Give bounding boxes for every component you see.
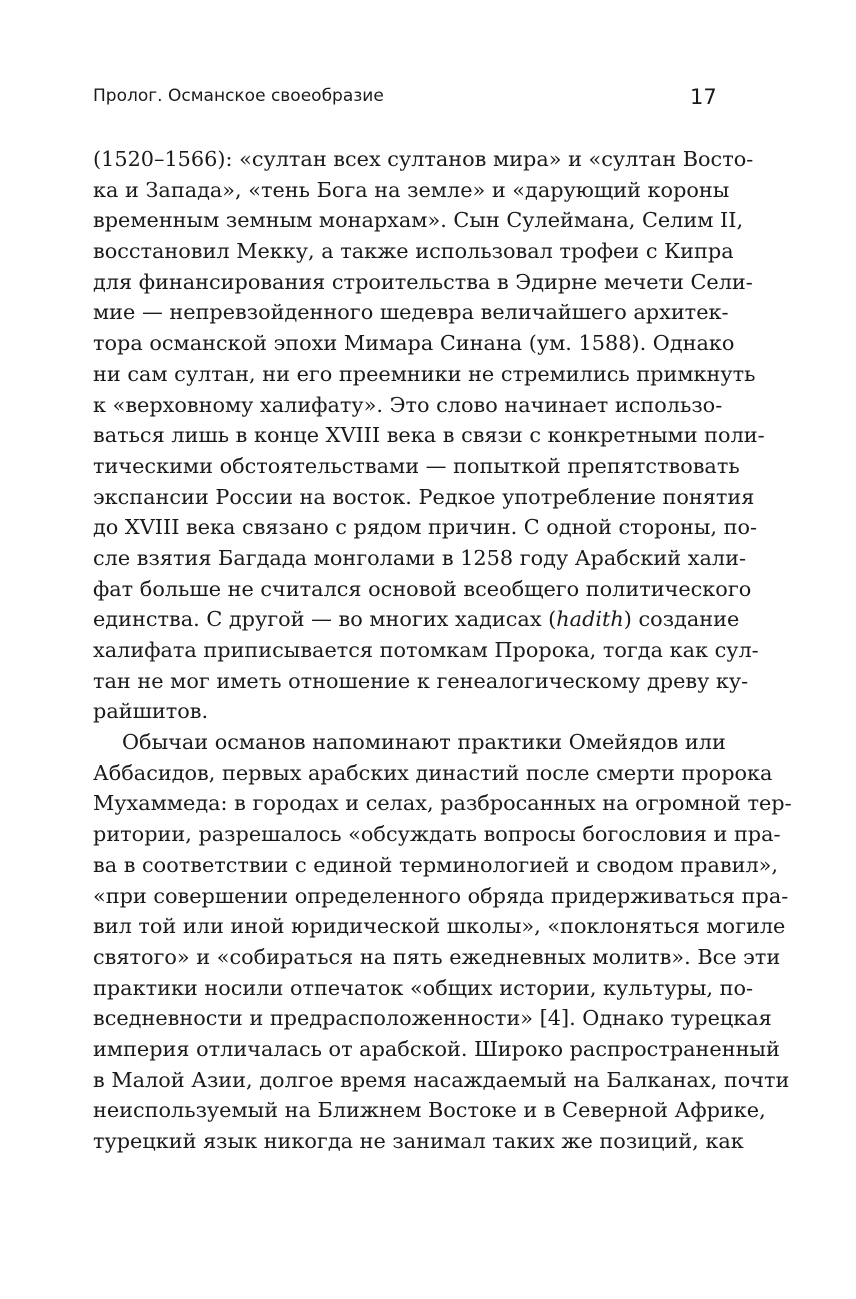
text-line: экспансии России на восток. Редкое употребление понятия xyxy=(93,484,755,509)
text-line: тан не мог иметь отношение к генеалогическому древу ку- xyxy=(93,668,749,693)
text-line: в Малой Азии, долгое время насаждаемый на Балканах, почти xyxy=(93,1067,790,1092)
text-line: тора османской эпохи Мимара Синана (ум. 1588). Однако xyxy=(93,331,735,356)
text-line: Мухаммеда: в городах и селах, разбросанных на огромной тер- xyxy=(93,791,792,816)
text-line: (1520–1566): «султан всех султанов мира» и «султан Восто- xyxy=(93,147,754,171)
paragraph xyxy=(93,144,765,727)
text-line: ка и Запада», «тень Бога на земле» и «дарующий короны xyxy=(93,177,730,202)
text-line: турецкий язык никогда не занимал таких же позиций, как xyxy=(93,1129,744,1153)
text-line: халифата приписывается потомкам Пророка, тогда как сул- xyxy=(93,638,759,662)
text-line: ни сам султан, ни его преемники не стремились примкнуть xyxy=(93,361,756,386)
text-line: неиспользуемый на Ближнем Востоке и в Северной Африке, xyxy=(93,1098,766,1123)
text-line: сле взятия Багдада монголами в 1258 году Арабский хали- xyxy=(93,545,746,570)
text-line: ва в соответствии с единой терминологией и сводом правил», xyxy=(93,852,778,877)
text-line: Аббасидов, первых арабских династий после смерти пророка xyxy=(93,760,773,785)
text-line: восстановил Мекку, а также использовал трофеи с Кипра xyxy=(93,239,734,264)
text-line: Обычаи османов напоминают практики Омейядов или xyxy=(122,730,726,755)
text-line: мие — непревзойденного шедевра величайшего архитек- xyxy=(93,300,729,325)
paragraph xyxy=(93,727,792,1157)
text-line: «при совершении определенного обряда придерживаться пра- xyxy=(93,883,789,908)
text-line: империя отличалась от арабской. Широко распространенный xyxy=(93,1036,780,1061)
text-line: фат больше не считался основой всеобщего политического xyxy=(93,576,752,601)
text-fragment: ) создание xyxy=(623,607,740,632)
body-text xyxy=(93,144,792,1157)
text-line: райшитов. xyxy=(93,699,209,724)
text-line: ваться лишь в конце XVIII века в связи с конкретными поли- xyxy=(93,423,765,448)
text-line: вил той или иной юридической школы», «поклоняться могиле xyxy=(93,914,786,939)
running-head: Пролог. Османское своеобразие xyxy=(93,86,384,106)
text-line: вседневности и предрасположенности» [4]. Однако турецкая xyxy=(93,1006,772,1031)
text-line: для финансирования строительства в Эдирне мечети Сели- xyxy=(93,269,753,294)
text-line: святого» и «собираться на пять ежедневных молитв». Все эти xyxy=(93,944,781,969)
text-line: ритории, разрешалось «обсуждать вопросы богословия и пра- xyxy=(93,822,781,847)
text-line: практики носили отпечаток «общих истории, культуры, по- xyxy=(93,975,754,1000)
text-fragment: единства. С другой — во многих хадисах ( xyxy=(93,607,557,632)
text-line: временным земным монархам». Сын Сулеймана, Селим II, xyxy=(93,208,744,233)
italic-term: hadith xyxy=(556,607,624,632)
text-line xyxy=(93,604,740,635)
page-number: 17 xyxy=(690,85,717,109)
text-line: к «верховному халифату». Это слово начинает использо- xyxy=(93,392,723,417)
text-line: тическими обстоятельствами — попыткой препятствовать xyxy=(93,453,740,478)
text-line: до XVIII века связано с рядом причин. С одной стороны, по- xyxy=(93,515,758,540)
